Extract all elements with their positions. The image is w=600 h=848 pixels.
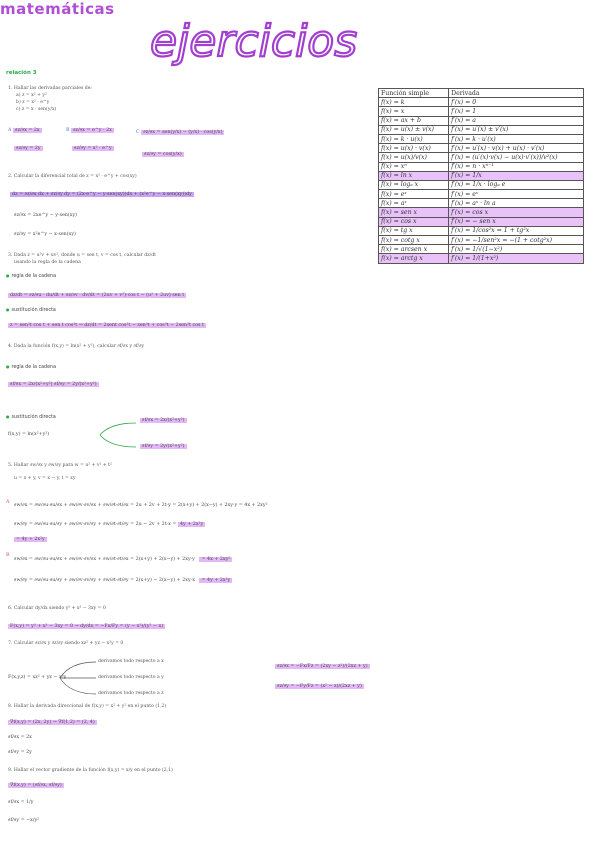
- table-cell-function: f(x) = u(x) · v(x): [379, 144, 449, 153]
- table-cell-derivative: f′(x) = n · xⁿ⁻¹: [449, 162, 584, 171]
- answer-b-y: ∂z/∂y = x² · e^y: [74, 146, 112, 151]
- chain-rule-result-2: ∂f/∂x = 2x/(x²+y²) ∂f/∂y = 2y/(x²+y²): [10, 382, 97, 387]
- table-cell-derivative: f′(x) = 1: [449, 107, 584, 116]
- answer-8-dx: ∂f/∂x = 2x: [8, 735, 32, 740]
- method-chain-rule-2: ● regla de la cadena: [6, 364, 56, 370]
- answer-5a-row3: = 4y + 2x²y: [16, 537, 45, 542]
- table-row: [379, 208, 584, 217]
- title-text: ejercicios: [150, 16, 358, 67]
- answer-7-x: ∂z/∂x = −Fx/Fz = (2xy − z²)/(2xz + y): [277, 664, 368, 669]
- branch-arrows: [100, 420, 140, 450]
- table-cell-derivative: f′(x) = 1/(1+x²): [449, 254, 584, 263]
- question-9: 9. Hallar el vector gradiente de la función f(x,y) = x/y en el punto (2,1): [8, 768, 173, 773]
- table-cell-function: f(x) = cotg x: [379, 236, 449, 245]
- table-cell-derivative: f′(x) = cos x: [449, 208, 584, 217]
- answer-2-dy: ∂z/∂y = x²e^y − x·sen(xy): [14, 232, 76, 237]
- method-direct: ● sustitución directa: [6, 307, 56, 313]
- table-cell-derivative: f′(x) = (u′(x)·v(x) − u(x)·v′(x))/v²(x): [449, 153, 584, 162]
- answer-9-dy: ∂f/∂y = −x/y²: [8, 818, 40, 823]
- page-subtitle: matemáticas: [0, 0, 115, 18]
- table-cell-function: f(x) = arcsen x: [379, 245, 449, 254]
- table-cell-derivative: f′(x) = − sen x: [449, 217, 584, 226]
- table-cell-derivative: f′(x) = 1/x: [449, 171, 584, 180]
- question-4: 4. Dada la función f(x,y) = ln(x² + y²), calcular ∂f/∂x y ∂f/∂y: [8, 344, 145, 349]
- table-row: [379, 254, 584, 263]
- table-cell-derivative: f′(x) = a: [449, 116, 584, 125]
- question-5: 5. Hallar ∂w/∂x y ∂w/∂y para w = u² + v² + t²: [8, 463, 112, 468]
- direct-function: f(x,y) = ln(x²+y²): [8, 432, 50, 437]
- derive-z: derivamos todo respecto a z: [98, 691, 164, 696]
- answer-a-y: ∂z/∂y = 2y: [16, 146, 41, 151]
- answer-5b-row2: ∂w/∂y = ∂w/∂u·∂u/∂y + ∂w/∂v·∂v/∂y + ∂w/∂t·∂t/∂y = 2(x+y) − 2(x−y) + 2xy·x = 4y + 2x²y: [14, 578, 231, 583]
- question-8: 8. Hallar la derivada direccional de f(x,y) = x² + y² en el punto (1,2): [8, 704, 167, 709]
- method-direct-2: ● sustitución directa: [6, 414, 56, 420]
- direct-dx: ∂f/∂x = 2x/(x²+y²): [142, 418, 185, 423]
- table-cell-derivative: f′(x) = k · u′(x): [449, 134, 584, 143]
- table-row: [379, 217, 584, 226]
- answer-7-y: ∂z/∂y = −Fy/Fz = (x² − z)/(2xz + y): [277, 684, 362, 689]
- chain-rule-result: dz/dt = ∂z/∂u · du/dt + ∂z/∂v · dv/dt = (2uv + v²)·cos t − (u² + 2uv)·sen t: [10, 293, 185, 298]
- question-3: 3. Dada z = u²v + uv², donde u = sen t, v = cos t, calcular dz/dt: [8, 253, 157, 258]
- answer-2: dz = ∂z/∂x dx + ∂z/∂y dy = (2x·e^y − y·sen(xy))dx + (x²e^y − x·sen(xy))dy: [12, 192, 192, 197]
- derive-x: derivamos todo respecto a x: [98, 659, 164, 664]
- table-row: [379, 199, 584, 208]
- page-title: [148, 14, 358, 70]
- table-cell-function: f(x) = tg x: [379, 226, 449, 235]
- question-1: 1. Hallar las derivadas parciales de:: [8, 86, 92, 91]
- table-header-derivative: Derivada: [449, 89, 584, 98]
- answer-b-x: B ∂z/∂x = e^y · 2x: [66, 128, 112, 133]
- table-row: [379, 180, 584, 189]
- table-cell-function: f(x) = cos x: [379, 217, 449, 226]
- answer-c-x: C ∂z/∂x = sen(y/x) − (y/x) · cos(y/x): [136, 130, 223, 135]
- table-cell-function: f(x) = u(x)/v(x): [379, 153, 449, 162]
- table-cell-function: f(x) = sen x: [379, 208, 449, 217]
- question-1c: c) z = x · sen(y/x): [16, 107, 57, 112]
- table-row: [379, 162, 584, 171]
- label-b: B: [6, 553, 10, 558]
- table-row: [379, 116, 584, 125]
- answer-6: F(x,y) = y³ + x³ − 3xy = 0 → dy/dx = −Fx/Fy = (y − x²)/(y² − x): [10, 624, 164, 629]
- table-row: [379, 236, 584, 245]
- table-row: [379, 144, 584, 153]
- table-cell-function: f(x) = k: [379, 98, 449, 107]
- table-cell-derivative: f′(x) = eˣ: [449, 190, 584, 199]
- question-1a: a) z = x² + y²: [16, 93, 47, 98]
- method-chain-rule: ● regla de la cadena: [6, 273, 56, 279]
- table-row: [379, 98, 584, 107]
- question-7: 7. Calcular ∂z/∂x y ∂z/∂y siendo xz² + yz − x²y = 0: [8, 641, 124, 646]
- table-cell-derivative: f′(x) = −1/sen²x = −(1 + cotg²x): [449, 236, 584, 245]
- answer-5b-row1: ∂w/∂x = ∂w/∂u·∂u/∂x + ∂w/∂v·∂v/∂x + ∂w/∂t·∂t/∂x = 2(x+y) + 2(x−y) + 2xy·y = 4x + 2xy²: [14, 557, 231, 562]
- table-cell-derivative: f′(x) = 1/√(1−x²): [449, 245, 584, 254]
- table-cell-function: f(x) = ln x: [379, 171, 449, 180]
- question-2: 2. Calcular la diferencial total de z = x² · e^y + cos(xy): [8, 174, 137, 179]
- table-cell-derivative: f′(x) = u′(x) ± v′(x): [449, 125, 584, 134]
- table-row: [379, 134, 584, 143]
- table-cell-derivative: f′(x) = u′(x) · v(x) + u(x) · v′(x): [449, 144, 584, 153]
- answer-5a-row1: ∂w/∂x = ∂w/∂u·∂u/∂x + ∂w/∂v·∂v/∂x + ∂w/∂t·∂t/∂x = 2u + 2v + 2t·y = 2(x+y) + 2(x−y) + 2xy·y = 4x + 2xy²: [14, 503, 268, 508]
- table-cell-function: f(x) = eˣ: [379, 190, 449, 199]
- answer-c-y: ∂z/∂y = cos(y/x): [144, 152, 182, 157]
- answer-8: ∇f(x,y) = (2x, 2y) → ∇f(1,2) = (2, 4): [10, 720, 95, 725]
- table-row: [379, 226, 584, 235]
- table-row: [379, 171, 584, 180]
- derive-y: derivamos todo respecto a y: [98, 675, 164, 680]
- answer-8-dy: ∂f/∂y = 2y: [8, 750, 32, 755]
- answer-9-dx: ∂f/∂x = 1/y: [8, 800, 34, 805]
- direct-dy: ∂f/∂y = 2y/(x²+y²): [142, 444, 185, 449]
- label-a: A: [6, 500, 10, 505]
- question-5-vars: u = x + y, v = x − y, t = xy: [14, 476, 76, 481]
- answer-a-x: A ∂z/∂x = 2x: [8, 128, 40, 133]
- table-cell-derivative: f′(x) = aˣ · ln a: [449, 199, 584, 208]
- table-row: [379, 153, 584, 162]
- table-cell-function: f(x) = ax + b: [379, 116, 449, 125]
- table-cell-derivative: f′(x) = 1/x · logₐ e: [449, 180, 584, 189]
- answer-5a-row2: ∂w/∂y = ∂w/∂u·∂u/∂y + ∂w/∂v·∂v/∂y + ∂w/∂t·∂t/∂y = 2u − 2v + 2t·x = 4y + 2x²y: [14, 522, 204, 527]
- table-cell-derivative: f′(x) = 0: [449, 98, 584, 107]
- table-row: [379, 107, 584, 116]
- table-cell-function: f(x) = arctg x: [379, 254, 449, 263]
- table-row: [379, 245, 584, 254]
- section-heading: relación 3: [6, 70, 37, 76]
- table-cell-function: f(x) = aˣ: [379, 199, 449, 208]
- direct-result: z = sen²t cos t + sen t cos²t → dz/dt = 2sent cos²t − sen³t + cos³t − 2sen²t cos t: [10, 323, 204, 328]
- derivative-table: [378, 88, 584, 264]
- table-header-function: Función simple: [379, 89, 449, 98]
- question-6: 6. Calcular dy/dx siendo y³ + x³ − 3xy = 0: [8, 606, 106, 611]
- table-cell-function: f(x) = x: [379, 107, 449, 116]
- table-row: [379, 190, 584, 199]
- table-cell-function: f(x) = k · u(x): [379, 134, 449, 143]
- table-cell-function: f(x) = xⁿ: [379, 162, 449, 171]
- answer-2-dx: ∂z/∂x = 2xe^y − y·sen(xy): [14, 213, 78, 218]
- table-cell-derivative: f′(x) = 1/cos²x = 1 + tg²x: [449, 226, 584, 235]
- table-cell-function: f(x) = logₐ x: [379, 180, 449, 189]
- question-3b: usando la regla de la cadena: [14, 260, 81, 265]
- question-1b: b) z = x² · e^y: [16, 100, 50, 105]
- table-row: [379, 125, 584, 134]
- table-cell-function: f(x) = u(x) ± v(x): [379, 125, 449, 134]
- answer-9: ∇f(x,y) = (∂f/∂x, ∂f/∂y): [10, 783, 62, 788]
- equation-7: F(x,y,z) = xz² + yz − x²y: [8, 675, 67, 680]
